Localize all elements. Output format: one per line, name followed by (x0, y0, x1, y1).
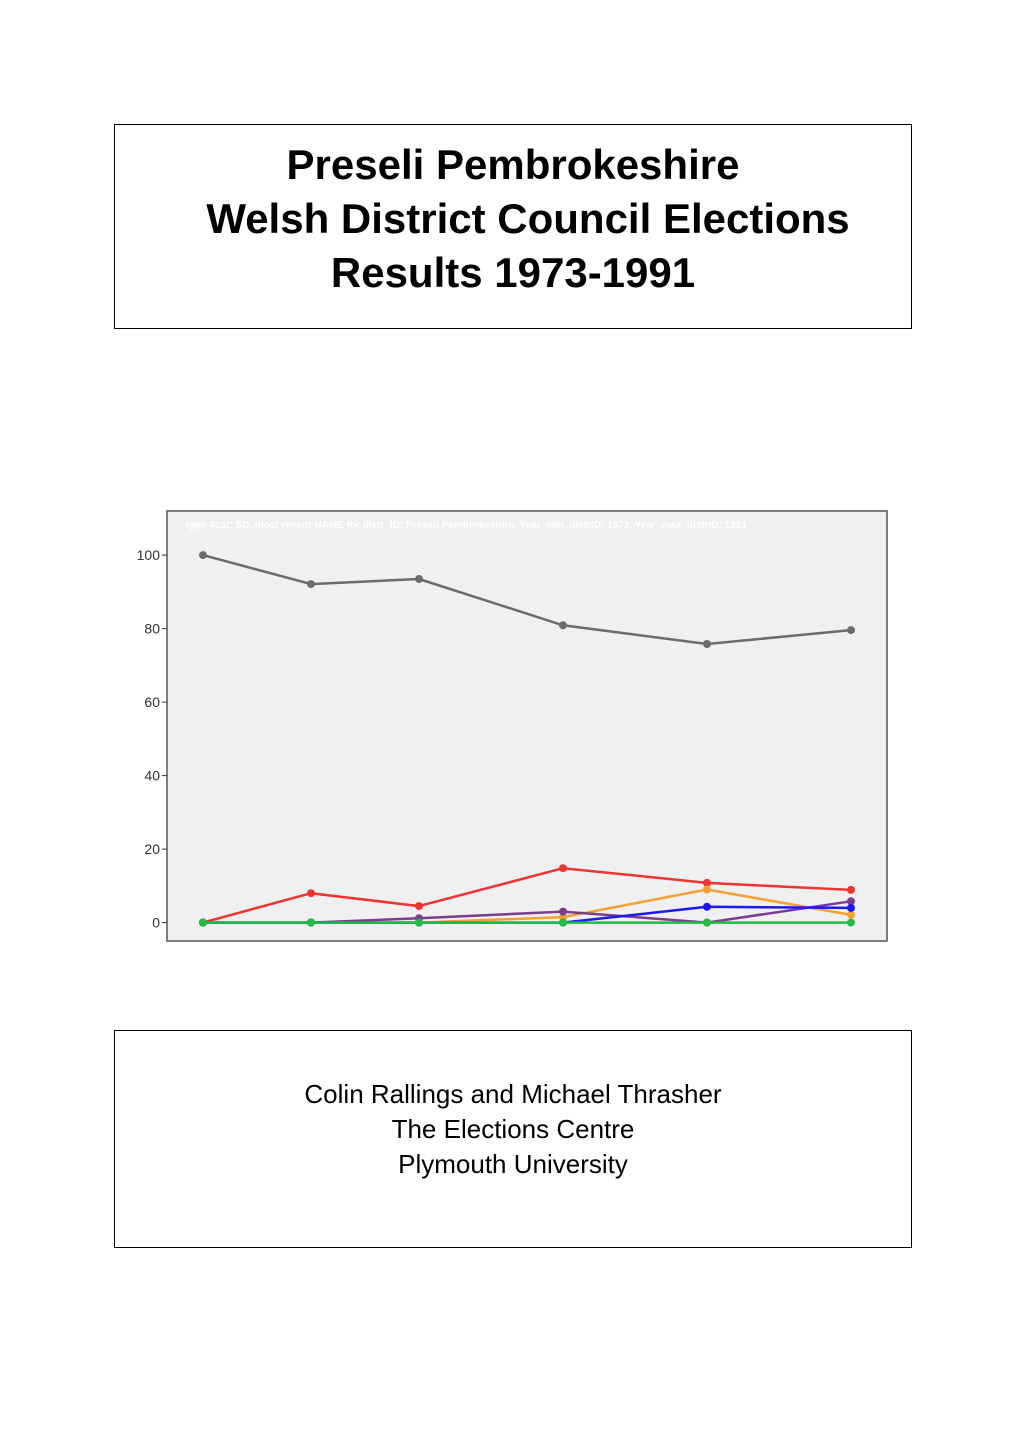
chart-svg (110, 500, 900, 960)
data-point (847, 626, 855, 634)
data-point (559, 919, 567, 927)
title-line-2: Welsh District Council Elections (206, 195, 850, 242)
data-point (559, 908, 567, 916)
plot-caption: type 4cat: SD, most recent NAME for distr_ID: Preseli Pembrokeshire, Year_min_distrID: 1973, Year_max_distrID: 1991 (186, 520, 747, 531)
y-tick-label: 0 (152, 914, 160, 931)
data-point (415, 902, 423, 910)
data-point (703, 640, 711, 648)
y-tick-label: 100 (136, 547, 160, 564)
title-line-1: Preseli Pembrokeshire (286, 141, 740, 188)
data-point (559, 621, 567, 629)
data-point (307, 919, 315, 927)
data-point (847, 904, 855, 912)
data-point (199, 551, 207, 559)
authors-centre: The Elections Centre (391, 1114, 635, 1144)
data-point (703, 919, 711, 927)
data-point (199, 919, 207, 927)
author-box (114, 1030, 912, 1248)
title-line-3: Results 1973-1991 (330, 249, 696, 296)
authors-names: Colin Rallings and Michael Thrasher (304, 1079, 722, 1109)
authors-university: Plymouth University (398, 1149, 628, 1179)
data-point (559, 864, 567, 872)
data-point (307, 580, 315, 588)
line-chart (110, 500, 900, 960)
data-point (847, 919, 855, 927)
data-point (307, 889, 315, 897)
data-point (847, 911, 855, 919)
data-point (703, 886, 711, 894)
data-point (847, 886, 855, 894)
title-box (114, 124, 912, 329)
y-tick-label: 60 (144, 694, 160, 711)
data-point (703, 903, 711, 911)
data-point (415, 575, 423, 583)
y-tick-label: 40 (144, 767, 160, 784)
data-point (415, 919, 423, 927)
y-tick-label: 20 (144, 841, 160, 858)
y-tick-label: 80 (144, 620, 160, 637)
